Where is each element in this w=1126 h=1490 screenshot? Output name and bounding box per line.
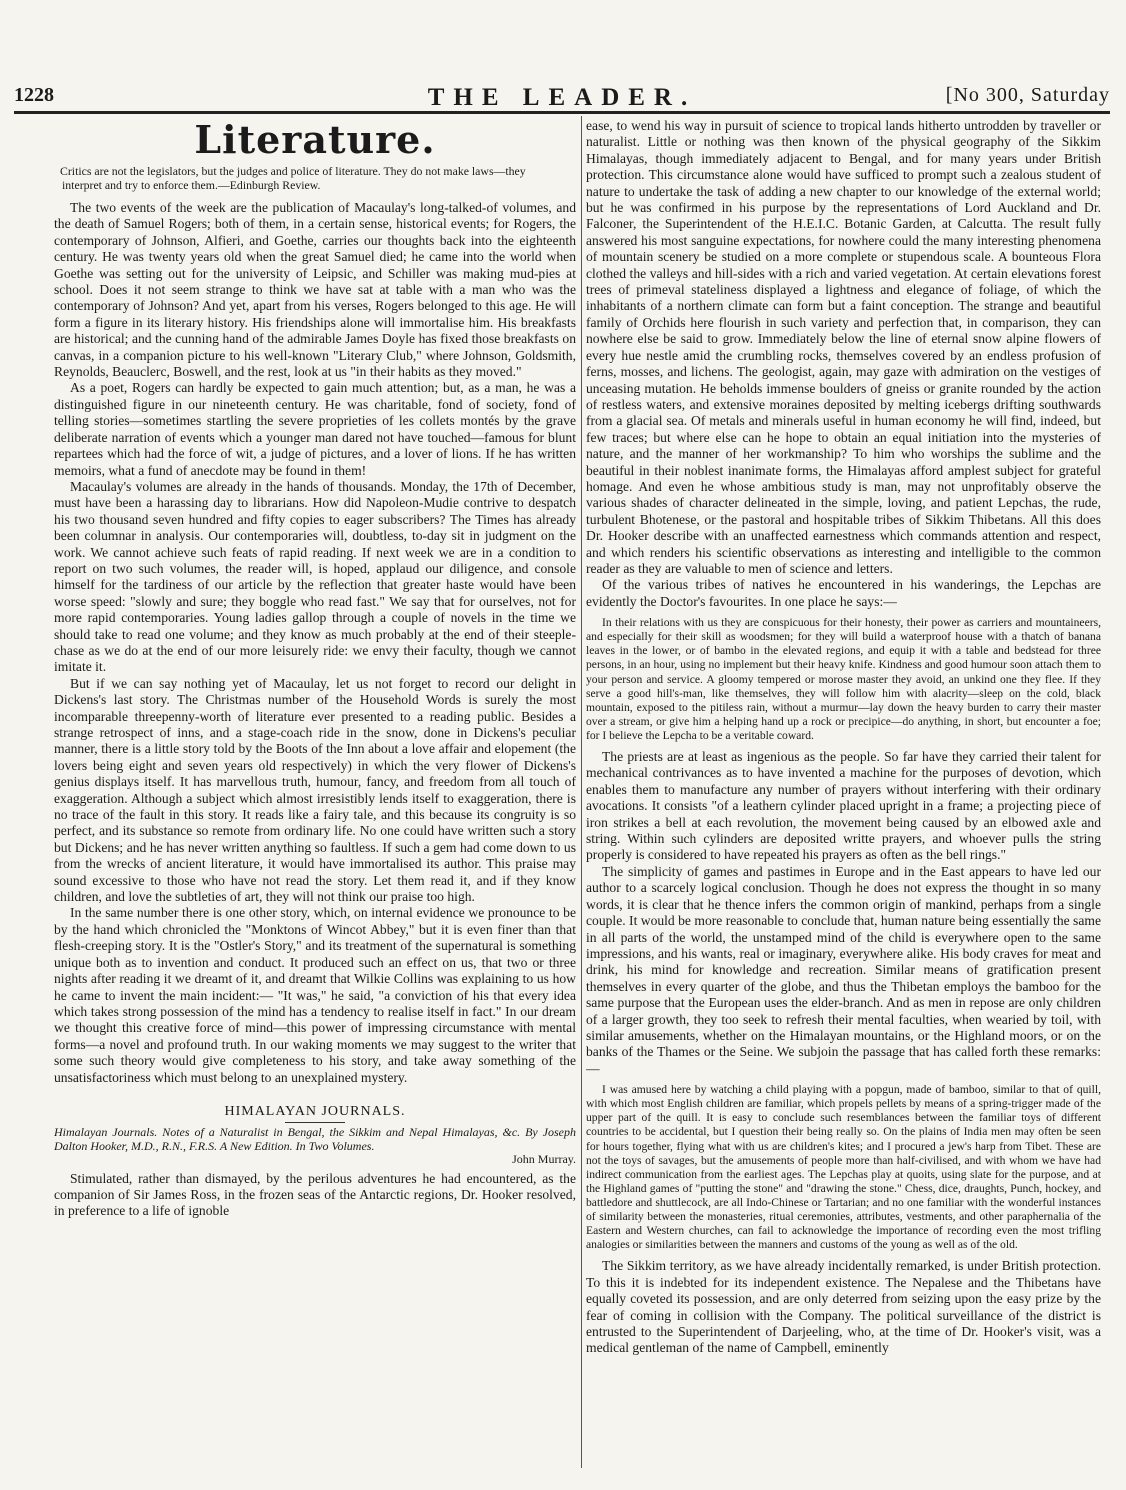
header-rule xyxy=(14,111,1110,114)
article-paragraph: But if we can say nothing yet of Macaulay, let us not forget to record our delight in Dickens's last story. The Christmas number of the Household Words is surely the most incomparable threepenny-worth of literature ever presented to a reading public. Besides a strange retrospect of inns, and a stage-coach ride in the snow, done in Dickens's peculiar manner, there is a little story told by the Boots of the Inn about a love affair and elopement (the lovers being eight and seven years old respectively) in which the very flower of Dickens's genius displays itself. It has marvellous truth, humour, fancy, and freedom from all touch of exaggeration. Although a subject which almost irresistibly lends itself to exaggeration, there is no trace of the fault in this story. It reads like a fairy tale, and this because its congruity is so perfect, and its substance so remote from ordinary life. No one could have written such a story but Dickens; and he has never written anything so faultless. If such a gem had come down to us from the wrecks of ancient literature, it would have immortalised its author. This praise may sound excessive to those who have not read the story. Let them read it, and if they know children, and love the subtleties of art, they will not think our praise too high. xyxy=(54,675,576,905)
column-divider xyxy=(581,116,582,1468)
left-column xyxy=(54,118,576,1220)
epigraph: Critics are not the legislators, but the judges and police of literature. They do not make laws—they interpret and try to enforce them.—Edinburgh Review. xyxy=(60,164,526,192)
issue-info: [No 300, Saturday xyxy=(945,84,1110,106)
review-paragraph: Stimulated, rather than dismayed, by the perilous adventures he had encountered, as the companion of Sir James Ross, in the frozen seas of the Antarctic regions, Dr. Hooker resolved, in preference to a life of ignoble xyxy=(54,1170,576,1219)
page-header xyxy=(14,84,1110,110)
quote-text: In their relations with us they are conspicuous for their honesty, their power as carriers and mountaineers, and especially for their skill as woodsmen; for they will build a waterproof house with a thatch of banana leaves in the lower, or of bambo in the elevated regions, and equip it with a table and bedstead for three persons, in an hour, using no implement but their heavy knife. Kindness and good humour soon attach them to your person and service. A gloomy tempered or morose master they avoid, an unkind one they flee. If they serve a good hill's-man, like themselves, they will follow him with alacrity—sleep on the cold, black mountain, exposed to the pitiless rain, without a murmur—lay down the heavy burden to carry their master over a stream, or give him a helping hand up a rock or precipice—do anything, in short, but encounter a foe; for I believe the Lepcha to be a veritable coward. xyxy=(586,616,1101,742)
review-paragraph: The Sikkim territory, as we have already incidentally remarked, is under British protection. To this it is indebted for its independent existence. The Nepalese and the Thibetans have equally coveted its possession, and are only deterred from seizing upon the easy prize by the fear of coming in collision with the Company. The political surveillance of the district is entrusted to the Superintendent of Darjeeling, who, at the time of Dr. Hooker's visit, was a medical gentleman of the name of Campbell, eminently xyxy=(586,1258,1101,1356)
article-paragraph: In the same number there is one other story, which, on internal evidence we pronounce to be by the hand which chronicled the "Monktons of Wincot Abbey," but it is even finer than that flesh-creeping story. It is the "Ostler's Story," and its treatment of the supernatural is something unique both as to invention and conduct. It produced such an effect on us, that two or three nights after reading it we dreamt of it, and dreamt that Wilkie Collins was explaining to us how he came to invent the main incident:— "It was," he said, "a conviction of his that every idea which takes strong possession of the mind has a tendency to realise itself in fact." In our dream we thought this creative force of mind—this power of impressing circumstance with mental forms—a novel and profound truth. In our waking moments we may suggest to the writer that some such theory would give completeness to his story, and take away something of the unsatisfactoriness which must belong to an unexplained mystery. xyxy=(54,905,576,1085)
quote-text: I was amused here by watching a child playing with a popgun, made of bamboo, similar to that of quill, with which most English children are familiar, which propels pellets by means of a spring-trigger made of the upper part of the quill. It is easy to conclude such resemblances between the familiar toys of different countries to be accidental, but I question their being really so. On the plains of India men may often be seen for hours together, flying what with us are children's kites; and I procured a jew's harp from Tibet. These are not the toys of savages, but the amusements of people more than half-civilised, and with whom we have had indirect communication from the earliest ages. The Lepchas play at quoits, using slate for the purpose, and at the Highland games of "putting the stone" and "drawing the stone." Chess, dice, draughts, Punch, hockey, and battledore and shuttlecock, are all Indo-Chinese or Tartarian; and no one familiar with the wonderful instances of similarity between the monasteries, ritual ceremonies, attributes, vestments, and other paraphernalia of the Eastern and Western churches, can fail to acknowledge the importance of recording even the most trifling analogies or similarities between the manners and customs of the young as well as of the old. xyxy=(586,1083,1101,1252)
block-quote xyxy=(586,616,1101,743)
book-reference xyxy=(54,1126,576,1166)
newspaper-title: THE LEADER. xyxy=(427,84,697,111)
right-column xyxy=(586,118,1101,1357)
publisher: John Murray. xyxy=(512,1152,576,1167)
review-heading: HIMALAYAN JOURNALS. xyxy=(224,1103,406,1119)
block-quote xyxy=(586,1083,1101,1252)
book-title: Himalayan Journals. Notes of a Naturalist in Bengal, the Sikkim and Nepal Himalayas, &c. By Joseph Dalton Hooker, M.D., R.N., F.R.S. A New Edition. In Two Volumes. xyxy=(54,1125,576,1153)
article-paragraph: The two events of the week are the publication of Macaulay's long-talked-of volumes, and the death of Samuel Rogers; both of them, in a certain sense, historical events; for Rogers, the contemporary of Johnson, Alfieri, and Goethe, carries our thoughts back into the eighteenth century. He was twenty years old when the great Samuel died; he came into the world when Goethe was setting out for the university of Leipsic, and Schiller was making mud-pies at school. Does it not seem strange to think we have sat at table with a man who was the contemporary of Johnson? And yet, apart from his verses, Rogers belonged to this age. He will form a figure in its literary history. His friendships alone will immortalise him. His breakfasts are historical; and the cunning hand of the admirable James Doyle has fixed those breakfasts on canvas, in a companion picture to his well-known "Literary Club," where Johnson, Goldsmith, Reynolds, Beauclerc, Boswell, and the rest, look at us "in their habits as they moved." xyxy=(54,200,576,380)
review-paragraph: The priests are at least as ingenious as the people. So far have they carried their talent for mechanical contrivances as to have invented a machine for the purposes of devotion, which enables them to manufacture any number of prayers without interfering with their ordinary avocations. It consists "of a leathern cylinder placed upright in a frame; a projecting piece of iron strikes a bell at each revolution, the movement being caused by an elbowed axle and string. Within such cylinders are deposited writte prayers, and whoever pulls the string properly is considered to have repeated his prayers as often as the bell rings." xyxy=(586,749,1101,863)
review-paragraph: The simplicity of games and pastimes in Europe and in the East appears to have led our author to a scarcely logical conclusion. Though he does not express the thought in so many words, it is clear that he thence infers the common origin of mankind, perhaps from a single couple. It would be more reasonable to conclude that, human nature being essentially the same in all parts of the world, the unstamped mind of the child is everywhere open to the same impressions, and his wants, real or imaginary, everywhere alike. His body craves for meat and drink, his mind for knowledge and recreation. Similar means of gratification present themselves in every quarter of the globe, and thus the Thibetan employs the bamboo for the same purpose that the European uses the elder-branch. And as men in repose are only children of a larger growth, they too seek to refresh their mental faculties, when wearied by toil, with similar amusements, whether on the Himalayan mountains, or the Highland moors, or on the banks of the Thames or the Seine. We subjoin the passage that has called forth these remarks:— xyxy=(586,863,1101,1076)
heading-rule xyxy=(285,1122,345,1123)
article-paragraph: Macaulay's volumes are already in the hands of thousands. Monday, the 17th of December, must have been a harassing day to librarians. How did Napoleon-Mudie contrive to despatch his two thousand seven hundred and fifty copies to eager subscribers? The Times has already been columnar in analysis. Our contemporaries will, doubtless, to-day sit in judgment on the work. We cannot achieve such feats of rapid reading. If next week we are in a condition to report on two such volumes, the reader will, is hoped, applaud our diligence, and console himself for the tardiness of our article by the reflection that greater haste would have been worse speed: "slowly and sure; they boggle who read fast." We say that for ourselves, not for more rapid contemporaries. Young ladies gallop through a couple of novels in the time we should take to read one volume; and they know as much probably at the end of their steeple-chase as we do at the end of our more leisurely ride: we envy their faculty, though we cannot imitate it. xyxy=(54,478,576,675)
article-paragraph: As a poet, Rogers can hardly be expected to gain much attention; but, as a man, he was a distinguished figure in our nineteenth century. He was charitable, fond of society, fond of telling stories—sometimes startling the severe proprieties of les collets montés by the grave deliberate narration of events which a younger man dared not have touched—famous for blunt repartees which had the force of wit, a judge of pictures, and a lover of lions. If he has written memoirs, what a fund of anecdote may be found in them! xyxy=(54,380,576,478)
review-paragraph: ease, to wend his way in pursuit of science to tropical lands hitherto untrodden by traveller or naturalist. Little or nothing was then known of the physical geography of the Sikkim Himalayas, though immediately adjacent to Bengal, and for many years under British protection. This circumstance alone would have sufficed to prompt such a zealous student of nature to undertake the task of adding a new chapter to our knowledge of the external world; but he was confirmed in his purpose by the representations of Lord Auckland and Dr. Falconer, the Superintendent of the H.E.I.C. Botanic Garden, at Calcutta. The result fully answered his most sanguine expectations, for nowhere could the many interesting phenomena of mountain scenery be studied on a more complete or stupendous scale. A bounteous Flora clothed the valleys and hill-sides with a rich and varied vegetation. At certain elevations forest trees of primeval stateliness displayed a lightness and elegance of foliage, of which the inhabitants of a northern climate can form but a faint conception. The strange and beautiful family of Orchids here flourish in such variety and perfection that, in comparison, they can nowhere else be said to grow. Immediately below the line of eternal snow alpine flowers of every hue nestle amid the crumbling rocks, themselves covered by an endless profusion of ferns, mosses, and lichens. The geologist, again, may gaze with admiration on the vestiges of unceasing mutation. He beholds immense boulders of gneiss or granite rounded by the action of restless waters, and extensive moraines deposited by melting icebergs drifting southwards from a glacial sea. Of metals and minerals useful in human economy he will find, indeed, but few traces; but where else can he hope to obtain an equal initiation into the mysteries of nature, and the manner of her workmanship? To him who worships the sublime and the beautiful in their noblest inanimate forms, the Himalayas afford amplest subject for grateful homage. And even he whose ambitious study is man, may not unprofitably observe the various shades of character delineated in the simple, loving, and patient Lepchas, the rude, turbulent Bhotenese, or the pastoral and hospitable tribes of Sikkim Thibetans. All this does Dr. Hooker describe with an unaffected earnestness which commands attention and respect, and which renders his scientific observations as interesting and intelligible to the common reader as they are valuable to men of science and letters. xyxy=(586,118,1101,576)
section-title: Literature. xyxy=(194,118,436,162)
review-paragraph: Of the various tribes of natives he encountered in his wanderings, the Lepchas are evidently the Doctor's favourites. In one place he says:— xyxy=(586,577,1101,609)
page-number: 1228 xyxy=(14,84,54,106)
